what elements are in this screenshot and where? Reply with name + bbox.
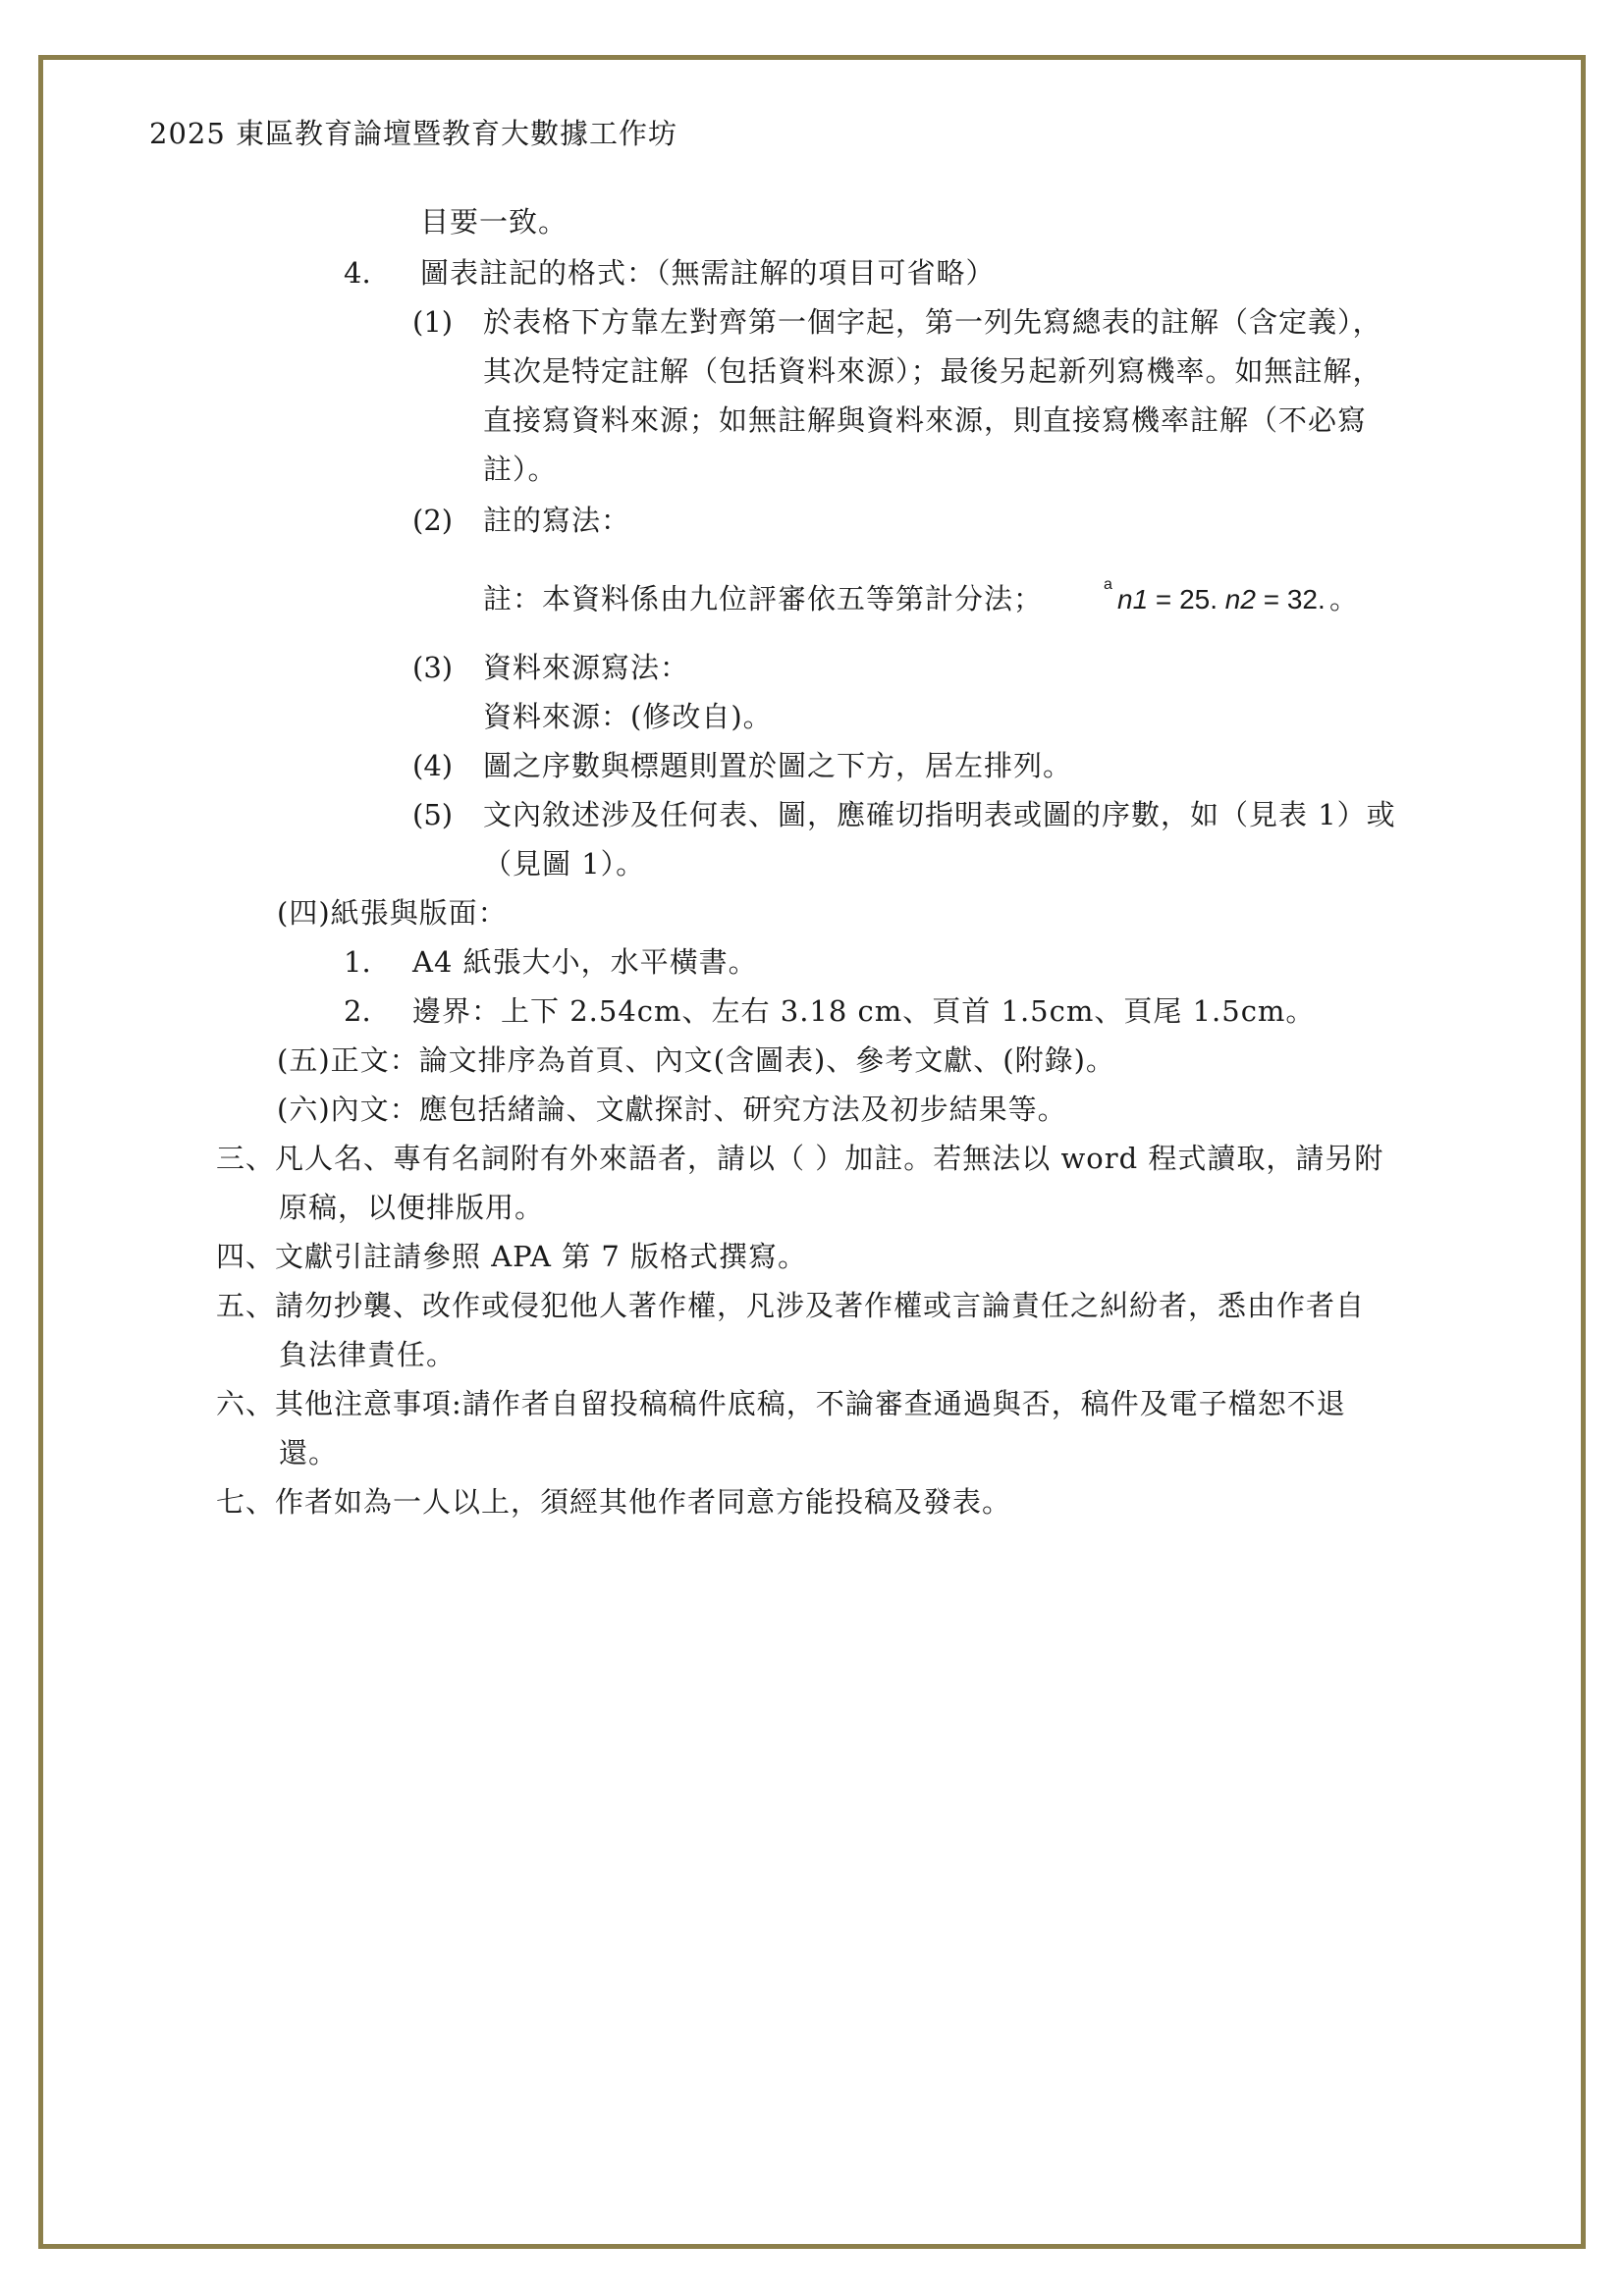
body-line: 七、作者如為一人以上，須經其他作者同意方能投稿及發表。 [216,1485,1012,1519]
list-number: 4. [344,256,371,290]
body-line: 負法律責任。 [279,1338,457,1371]
body-line: 註）。 [483,453,558,486]
body-line: 資料來源寫法： [483,651,690,684]
body-line: 五、請勿抄襲、改作或侵犯他人著作權，凡涉及著作權或言論責任之糾紛者，悉由作者自 [216,1289,1366,1322]
note-period: 。 [1329,582,1360,615]
body-line: 文內敘述涉及任何表、圖，應確切指明表或圖的序數，如（見表 1）或 [483,798,1396,831]
body-line: 原稿，以便排版用。 [279,1191,545,1224]
body-line: （見圖 1）。 [483,847,646,881]
body-line: 目要一致。 [420,205,568,239]
body-line: 四、文獻引註請參照 APA 第 7 版格式撰寫。 [216,1240,808,1273]
formula-mid: = 25. [1148,584,1225,614]
body-line: 六、其他注意事項:請作者自留投稿稿件底稿，不論審查通過與否，稿件及電子檔恕不退 [216,1387,1346,1420]
section-heading: (四)紙張與版面： [277,896,508,930]
formula-n2: n2 [1224,584,1256,614]
list-number: (3) [412,651,454,684]
list-number: (2) [412,504,454,537]
note-text: 註：本資料係由九位評審依五等第計分法； [483,582,1044,615]
body-line: 註的寫法： [483,504,631,537]
section-heading: (六)內文：應包括緒論、文獻探討、研究方法及初步結果等。 [277,1093,1067,1126]
formula-n1: n1 [1117,584,1149,614]
body-line: 資料來源：(修改自)。 [483,700,773,733]
list-number: (4) [412,749,454,782]
note-superscript: a [1104,576,1112,593]
note-example [483,581,1043,616]
formula-end: = 32. [1255,584,1326,614]
body-line: 三、凡人名、專有名詞附有外來語者，請以（ ）加註。若無法以 word 程式讀取，請另附 [216,1142,1384,1175]
body-line: 其次是特定註解（包括資料來源）；最後另起新列寫機率。如無註解， [483,354,1382,388]
note-formula [1117,582,1326,617]
list-number: (1) [412,305,454,339]
list-number: 1. [344,945,371,979]
body-line: 邊界：上下 2.54cm、左右 3.18 cm、頁首 1.5cm、頁尾 1.5cm。 [412,994,1316,1028]
body-line: 還。 [279,1436,339,1469]
body-line: 於表格下方靠左對齊第一個字起，第一列先寫總表的註解（含定義）， [483,305,1382,339]
body-line: 直接寫資料來源；如無註解與資料來源，則直接寫機率註解（不必寫 [483,403,1368,437]
body-line: 圖之序數與標題則置於圖之下方，居左排列。 [483,749,1073,782]
page-header: 2025 東區教育論壇暨教育大數據工作坊 [149,117,678,150]
list-number: (5) [412,798,454,831]
body-line: 圖表註記的格式：（無需註解的項目可省略） [420,256,996,290]
section-heading: (五)正文：論文排序為首頁、內文(含圖表)、參考文獻、(附錄)。 [277,1043,1115,1077]
list-number: 2. [344,994,371,1028]
body-line: A4 紙張大小，水平橫書。 [412,945,758,979]
